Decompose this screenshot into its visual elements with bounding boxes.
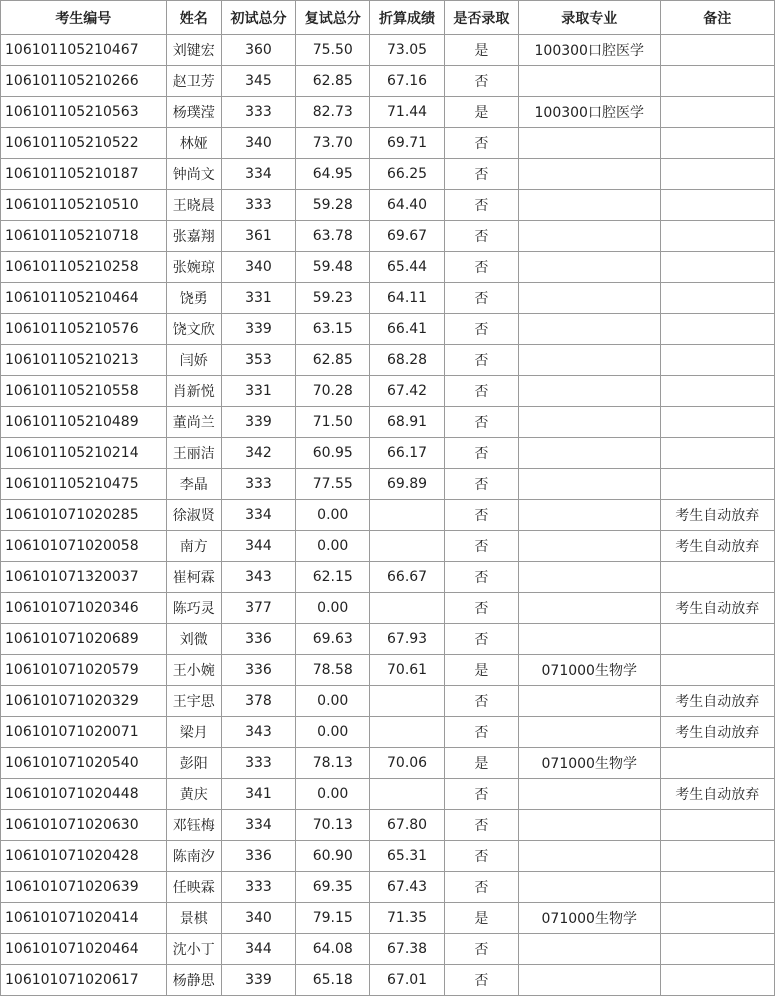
name-cell: 邓钰梅	[166, 810, 221, 841]
admitted-cell: 否	[444, 221, 518, 252]
initial-score-cell: 333	[221, 748, 295, 779]
table-row	[1, 221, 775, 252]
initial-score-cell: 334	[221, 159, 295, 190]
name-cell: 肖新悦	[166, 376, 221, 407]
admitted-cell: 否	[444, 841, 518, 872]
table-row	[1, 438, 775, 469]
major-cell	[518, 965, 660, 996]
admitted-cell: 否	[444, 190, 518, 221]
major-cell: 071000生物学	[518, 748, 660, 779]
remarks-cell: 考生自动放弃	[660, 593, 774, 624]
candidate-id-cell: 106101105210489	[1, 407, 167, 438]
converted-score-cell: 67.93	[370, 624, 444, 655]
converted-score-cell: 66.67	[370, 562, 444, 593]
candidate-id-cell: 106101071020639	[1, 872, 167, 903]
retest-score-cell: 77.55	[296, 469, 370, 500]
name-cell: 林娅	[166, 128, 221, 159]
candidate-id-cell: 106101105210187	[1, 159, 167, 190]
converted-score-cell: 67.16	[370, 66, 444, 97]
table-row	[1, 376, 775, 407]
major-cell: 100300口腔医学	[518, 97, 660, 128]
name-cell: 陈巧灵	[166, 593, 221, 624]
name-cell: 王宇思	[166, 686, 221, 717]
header-initial-score: 初试总分	[221, 1, 295, 35]
table-row	[1, 345, 775, 376]
converted-score-cell	[370, 686, 444, 717]
table-row	[1, 407, 775, 438]
table-row	[1, 469, 775, 500]
retest-score-cell: 59.23	[296, 283, 370, 314]
converted-score-cell: 67.01	[370, 965, 444, 996]
candidate-id-cell: 106101071020285	[1, 500, 167, 531]
table-row	[1, 934, 775, 965]
admitted-cell: 是	[444, 748, 518, 779]
remarks-cell	[660, 128, 774, 159]
name-cell: 张嘉翔	[166, 221, 221, 252]
major-cell	[518, 686, 660, 717]
converted-score-cell: 64.40	[370, 190, 444, 221]
initial-score-cell: 333	[221, 469, 295, 500]
retest-score-cell: 0.00	[296, 779, 370, 810]
remarks-cell	[660, 252, 774, 283]
remarks-cell	[660, 624, 774, 655]
candidate-id-cell: 106101105210258	[1, 252, 167, 283]
admitted-cell: 否	[444, 965, 518, 996]
table-row	[1, 35, 775, 66]
admitted-cell: 否	[444, 872, 518, 903]
retest-score-cell: 70.13	[296, 810, 370, 841]
initial-score-cell: 340	[221, 128, 295, 159]
admitted-cell: 否	[444, 407, 518, 438]
admitted-cell: 是	[444, 35, 518, 66]
name-cell: 陈南汐	[166, 841, 221, 872]
name-cell: 徐淑贤	[166, 500, 221, 531]
admitted-cell: 否	[444, 810, 518, 841]
admitted-cell: 否	[444, 159, 518, 190]
remarks-cell	[660, 562, 774, 593]
remarks-cell: 考生自动放弃	[660, 686, 774, 717]
converted-score-cell: 64.11	[370, 283, 444, 314]
header-candidate-id: 考生编号	[1, 1, 167, 35]
name-cell: 刘微	[166, 624, 221, 655]
retest-score-cell: 71.50	[296, 407, 370, 438]
remarks-cell	[660, 35, 774, 66]
converted-score-cell: 69.71	[370, 128, 444, 159]
remarks-cell	[660, 438, 774, 469]
admitted-cell: 否	[444, 562, 518, 593]
retest-score-cell: 59.28	[296, 190, 370, 221]
converted-score-cell: 70.06	[370, 748, 444, 779]
converted-score-cell	[370, 593, 444, 624]
table-row	[1, 66, 775, 97]
remarks-cell	[660, 407, 774, 438]
major-cell: 100300口腔医学	[518, 35, 660, 66]
name-cell: 刘键宏	[166, 35, 221, 66]
table-row	[1, 128, 775, 159]
major-cell	[518, 283, 660, 314]
initial-score-cell: 342	[221, 438, 295, 469]
table-row	[1, 903, 775, 934]
candidate-id-cell: 106101071020464	[1, 934, 167, 965]
initial-score-cell: 344	[221, 531, 295, 562]
major-cell	[518, 128, 660, 159]
converted-score-cell: 67.38	[370, 934, 444, 965]
converted-score-cell: 71.44	[370, 97, 444, 128]
admitted-cell: 否	[444, 128, 518, 159]
name-cell: 杨璞滢	[166, 97, 221, 128]
header-name: 姓名	[166, 1, 221, 35]
name-cell: 黄庆	[166, 779, 221, 810]
name-cell: 王小婉	[166, 655, 221, 686]
major-cell	[518, 934, 660, 965]
initial-score-cell: 361	[221, 221, 295, 252]
admitted-cell: 否	[444, 593, 518, 624]
admitted-cell: 否	[444, 314, 518, 345]
converted-score-cell	[370, 779, 444, 810]
initial-score-cell: 340	[221, 252, 295, 283]
retest-score-cell: 69.63	[296, 624, 370, 655]
header-remarks: 备注	[660, 1, 774, 35]
name-cell: 李晶	[166, 469, 221, 500]
retest-score-cell: 60.95	[296, 438, 370, 469]
major-cell	[518, 562, 660, 593]
table-row	[1, 283, 775, 314]
name-cell: 彭阳	[166, 748, 221, 779]
remarks-cell	[660, 190, 774, 221]
retest-score-cell: 0.00	[296, 531, 370, 562]
name-cell: 王晓晨	[166, 190, 221, 221]
table-row	[1, 810, 775, 841]
admitted-cell: 是	[444, 903, 518, 934]
candidate-id-cell: 106101071020414	[1, 903, 167, 934]
converted-score-cell: 73.05	[370, 35, 444, 66]
major-cell	[518, 717, 660, 748]
table-row	[1, 97, 775, 128]
candidate-id-cell: 106101105210213	[1, 345, 167, 376]
candidate-id-cell: 106101105210475	[1, 469, 167, 500]
retest-score-cell: 62.85	[296, 345, 370, 376]
table-row	[1, 593, 775, 624]
retest-score-cell: 59.48	[296, 252, 370, 283]
candidate-id-cell: 106101071020071	[1, 717, 167, 748]
name-cell: 景棋	[166, 903, 221, 934]
remarks-cell	[660, 934, 774, 965]
initial-score-cell: 336	[221, 624, 295, 655]
name-cell: 南方	[166, 531, 221, 562]
initial-score-cell: 343	[221, 717, 295, 748]
remarks-cell	[660, 903, 774, 934]
remarks-cell	[660, 97, 774, 128]
initial-score-cell: 334	[221, 500, 295, 531]
major-cell	[518, 810, 660, 841]
remarks-cell	[660, 159, 774, 190]
admitted-cell: 否	[444, 779, 518, 810]
name-cell: 饶勇	[166, 283, 221, 314]
retest-score-cell: 0.00	[296, 686, 370, 717]
table-row	[1, 562, 775, 593]
table-row	[1, 500, 775, 531]
candidate-id-cell: 106101105210576	[1, 314, 167, 345]
converted-score-cell: 67.80	[370, 810, 444, 841]
major-cell	[518, 500, 660, 531]
converted-score-cell: 65.44	[370, 252, 444, 283]
remarks-cell	[660, 376, 774, 407]
name-cell: 闫娇	[166, 345, 221, 376]
admitted-cell: 否	[444, 934, 518, 965]
header-converted-score: 折算成绩	[370, 1, 444, 35]
remarks-cell	[660, 872, 774, 903]
retest-score-cell: 75.50	[296, 35, 370, 66]
converted-score-cell: 68.28	[370, 345, 444, 376]
retest-score-cell: 62.85	[296, 66, 370, 97]
remarks-cell	[660, 469, 774, 500]
table-row	[1, 686, 775, 717]
table-row	[1, 717, 775, 748]
remarks-cell: 考生自动放弃	[660, 779, 774, 810]
admitted-cell: 否	[444, 66, 518, 97]
header-row	[1, 1, 775, 35]
retest-score-cell: 69.35	[296, 872, 370, 903]
remarks-cell	[660, 314, 774, 345]
major-cell	[518, 872, 660, 903]
initial-score-cell: 339	[221, 965, 295, 996]
initial-score-cell: 336	[221, 841, 295, 872]
major-cell	[518, 779, 660, 810]
admitted-cell: 否	[444, 345, 518, 376]
table-body	[1, 35, 775, 996]
major-cell	[518, 593, 660, 624]
admitted-cell: 否	[444, 500, 518, 531]
initial-score-cell: 353	[221, 345, 295, 376]
converted-score-cell: 65.31	[370, 841, 444, 872]
major-cell: 071000生物学	[518, 903, 660, 934]
candidate-id-cell: 106101105210718	[1, 221, 167, 252]
major-cell	[518, 841, 660, 872]
converted-score-cell: 66.17	[370, 438, 444, 469]
initial-score-cell: 339	[221, 314, 295, 345]
table-row	[1, 314, 775, 345]
admitted-cell: 否	[444, 469, 518, 500]
candidate-id-cell: 106101071020579	[1, 655, 167, 686]
converted-score-cell: 71.35	[370, 903, 444, 934]
candidate-id-cell: 106101071020630	[1, 810, 167, 841]
table-row	[1, 841, 775, 872]
retest-score-cell: 60.90	[296, 841, 370, 872]
initial-score-cell: 345	[221, 66, 295, 97]
name-cell: 任映霖	[166, 872, 221, 903]
retest-score-cell: 65.18	[296, 965, 370, 996]
admitted-cell: 否	[444, 252, 518, 283]
table-row	[1, 748, 775, 779]
remarks-cell: 考生自动放弃	[660, 500, 774, 531]
candidate-id-cell: 106101105210510	[1, 190, 167, 221]
remarks-cell: 考生自动放弃	[660, 717, 774, 748]
candidate-id-cell: 106101105210464	[1, 283, 167, 314]
retest-score-cell: 0.00	[296, 593, 370, 624]
candidate-id-cell: 106101105210563	[1, 97, 167, 128]
retest-score-cell: 64.95	[296, 159, 370, 190]
converted-score-cell	[370, 500, 444, 531]
retest-score-cell: 70.28	[296, 376, 370, 407]
admitted-cell: 否	[444, 531, 518, 562]
admitted-cell: 否	[444, 686, 518, 717]
converted-score-cell	[370, 717, 444, 748]
initial-score-cell: 340	[221, 903, 295, 934]
name-cell: 张婉琼	[166, 252, 221, 283]
major-cell	[518, 469, 660, 500]
major-cell: 071000生物学	[518, 655, 660, 686]
converted-score-cell: 69.67	[370, 221, 444, 252]
name-cell: 钟尚文	[166, 159, 221, 190]
candidate-id-cell: 106101105210266	[1, 66, 167, 97]
retest-score-cell: 79.15	[296, 903, 370, 934]
retest-score-cell: 82.73	[296, 97, 370, 128]
remarks-cell	[660, 283, 774, 314]
major-cell	[518, 345, 660, 376]
initial-score-cell: 333	[221, 97, 295, 128]
major-cell	[518, 221, 660, 252]
initial-score-cell: 336	[221, 655, 295, 686]
name-cell: 沈小丁	[166, 934, 221, 965]
converted-score-cell: 68.91	[370, 407, 444, 438]
admitted-cell: 否	[444, 717, 518, 748]
name-cell: 崔柯霖	[166, 562, 221, 593]
candidate-id-cell: 106101105210214	[1, 438, 167, 469]
admitted-cell: 是	[444, 97, 518, 128]
name-cell: 饶文欣	[166, 314, 221, 345]
initial-score-cell: 334	[221, 810, 295, 841]
initial-score-cell: 344	[221, 934, 295, 965]
table-row	[1, 531, 775, 562]
converted-score-cell: 67.43	[370, 872, 444, 903]
major-cell	[518, 407, 660, 438]
initial-score-cell: 341	[221, 779, 295, 810]
initial-score-cell: 343	[221, 562, 295, 593]
remarks-cell	[660, 841, 774, 872]
initial-score-cell: 331	[221, 376, 295, 407]
initial-score-cell: 339	[221, 407, 295, 438]
table-row	[1, 872, 775, 903]
table-row	[1, 965, 775, 996]
initial-score-cell: 378	[221, 686, 295, 717]
converted-score-cell: 67.42	[370, 376, 444, 407]
remarks-cell	[660, 810, 774, 841]
retest-score-cell: 0.00	[296, 500, 370, 531]
name-cell: 赵卫芳	[166, 66, 221, 97]
initial-score-cell: 360	[221, 35, 295, 66]
header-admitted: 是否录取	[444, 1, 518, 35]
name-cell: 杨静思	[166, 965, 221, 996]
table-row	[1, 779, 775, 810]
name-cell: 梁月	[166, 717, 221, 748]
candidate-id-cell: 106101071020689	[1, 624, 167, 655]
converted-score-cell: 66.41	[370, 314, 444, 345]
candidate-id-cell: 106101071020058	[1, 531, 167, 562]
converted-score-cell	[370, 531, 444, 562]
table-row	[1, 252, 775, 283]
remarks-cell	[660, 655, 774, 686]
admitted-cell: 是	[444, 655, 518, 686]
major-cell	[518, 252, 660, 283]
retest-score-cell: 78.58	[296, 655, 370, 686]
header-retest-score: 复试总分	[296, 1, 370, 35]
remarks-cell	[660, 748, 774, 779]
converted-score-cell: 66.25	[370, 159, 444, 190]
candidate-id-cell: 106101071020346	[1, 593, 167, 624]
retest-score-cell: 63.15	[296, 314, 370, 345]
initial-score-cell: 333	[221, 190, 295, 221]
table-row	[1, 655, 775, 686]
major-cell	[518, 531, 660, 562]
admitted-cell: 否	[444, 438, 518, 469]
remarks-cell	[660, 965, 774, 996]
major-cell	[518, 624, 660, 655]
name-cell: 董尚兰	[166, 407, 221, 438]
retest-score-cell: 63.78	[296, 221, 370, 252]
admitted-cell: 否	[444, 624, 518, 655]
name-cell: 王丽洁	[166, 438, 221, 469]
major-cell	[518, 66, 660, 97]
major-cell	[518, 376, 660, 407]
initial-score-cell: 377	[221, 593, 295, 624]
retest-score-cell: 73.70	[296, 128, 370, 159]
retest-score-cell: 78.13	[296, 748, 370, 779]
initial-score-cell: 331	[221, 283, 295, 314]
major-cell	[518, 438, 660, 469]
admitted-cell: 否	[444, 376, 518, 407]
initial-score-cell: 333	[221, 872, 295, 903]
major-cell	[518, 190, 660, 221]
major-cell	[518, 314, 660, 345]
table-row	[1, 159, 775, 190]
remarks-cell	[660, 345, 774, 376]
admitted-cell: 否	[444, 283, 518, 314]
candidate-id-cell: 106101071020329	[1, 686, 167, 717]
converted-score-cell: 70.61	[370, 655, 444, 686]
candidate-id-cell: 106101105210467	[1, 35, 167, 66]
remarks-cell	[660, 221, 774, 252]
candidate-id-cell: 106101105210522	[1, 128, 167, 159]
retest-score-cell: 64.08	[296, 934, 370, 965]
remarks-cell	[660, 66, 774, 97]
candidate-id-cell: 106101071020428	[1, 841, 167, 872]
retest-score-cell: 0.00	[296, 717, 370, 748]
candidate-id-cell: 106101071020540	[1, 748, 167, 779]
converted-score-cell: 69.89	[370, 469, 444, 500]
candidate-id-cell: 106101105210558	[1, 376, 167, 407]
candidate-id-cell: 106101071020617	[1, 965, 167, 996]
candidate-id-cell: 106101071020448	[1, 779, 167, 810]
major-cell	[518, 159, 660, 190]
table-row	[1, 190, 775, 221]
header-major: 录取专业	[518, 1, 660, 35]
candidate-id-cell: 106101071320037	[1, 562, 167, 593]
retest-score-cell: 62.15	[296, 562, 370, 593]
remarks-cell: 考生自动放弃	[660, 531, 774, 562]
table-row	[1, 624, 775, 655]
